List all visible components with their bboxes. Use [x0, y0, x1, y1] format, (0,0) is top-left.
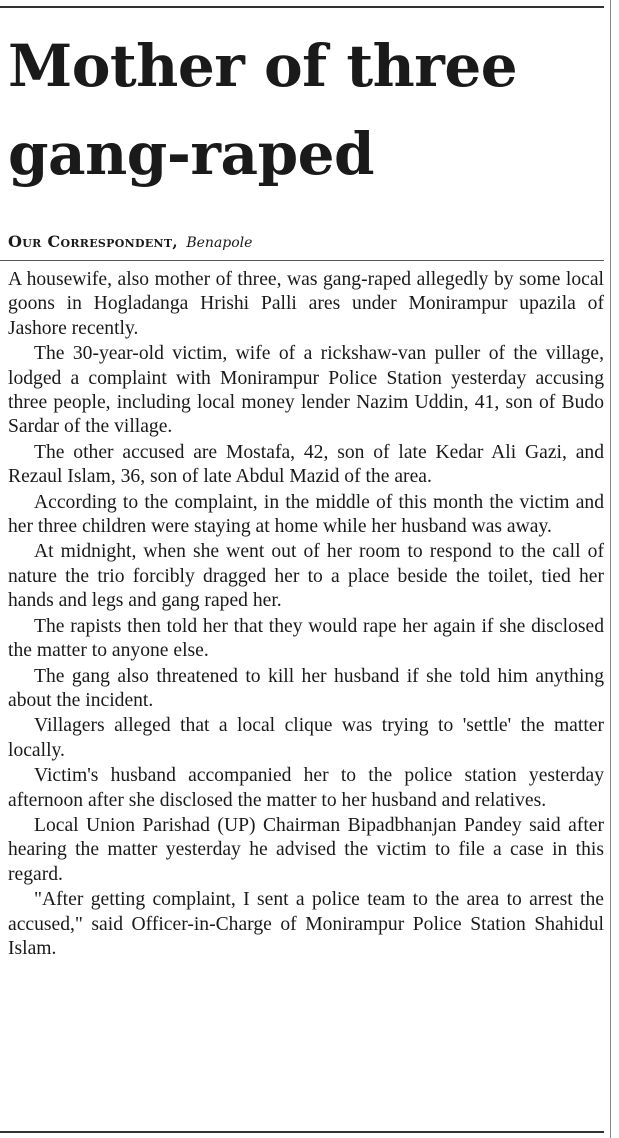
- column-rule: [610, 0, 611, 1138]
- article-paragraph: Victim's husband accompanied her to the police station yesterday afternoon after she disclosed the matter to her husband and relatives.: [8, 765, 604, 811]
- article-paragraph: The rapists then told her that they would rape her again if she disclosed the matter to anyone else.: [8, 615, 604, 662]
- top-rule: [0, 6, 604, 8]
- byline: [8, 232, 608, 253]
- byline-separator: ,: [172, 233, 178, 251]
- article-paragraph: According to the complaint, in the middle of this month the victim and her three children were staying at home while her husband was away.: [8, 491, 604, 538]
- byline-rule: [0, 260, 604, 261]
- article-paragraph: Local Union Parishad (UP) Chairman Bipadbhanjan Pandey said after hearing the matter yesterday he advised the victim to file a case in this regard.: [8, 814, 604, 885]
- article-paragraph: At midnight, when she went out of her room to respond to the call of nature the trio forcibly dragged her to a place beside the toilet, tied her hands and legs and gang raped her.: [8, 541, 604, 612]
- article-paragraph: The gang also threatened to kill her husband if she told him anything about the incident.: [8, 665, 604, 711]
- article-paragraph: "After getting complaint, I sent a police team to the area to arrest the accused," said Officer-in-Charge of Monirampur Police Station Shahidul Islam.: [8, 889, 604, 959]
- article-paragraph: Villagers alleged that a local clique was trying to 'settle' the matter locally.: [8, 715, 604, 761]
- byline-location: Benapole: [186, 235, 253, 251]
- bottom-rule: [0, 1131, 604, 1133]
- article-paragraph: The other accused are Mostafa, 42, son of late Kedar Ali Gazi, and Rezaul Islam, 36, son of late Abdul Mazid of the area.: [8, 441, 604, 488]
- article-paragraph: The 30-year-old victim, wife of a rickshaw-van puller of the village, lodged a complaint with Monirampur Police Station yesterday accusing three people, including local money lender Nazim Uddin, 41, son of Budo Sardar of the village.: [8, 343, 604, 438]
- article-body: [8, 268, 604, 962]
- byline-author: Our Correspondent: [8, 232, 173, 251]
- headline: Mother of three gang-raped: [8, 32, 518, 188]
- article-paragraph: A housewife, also mother of three, was gang-raped allegedly by some local goons in Hogladanga Hrishi Palli ares under Monirampur upazila of Jashore recently.: [8, 269, 604, 339]
